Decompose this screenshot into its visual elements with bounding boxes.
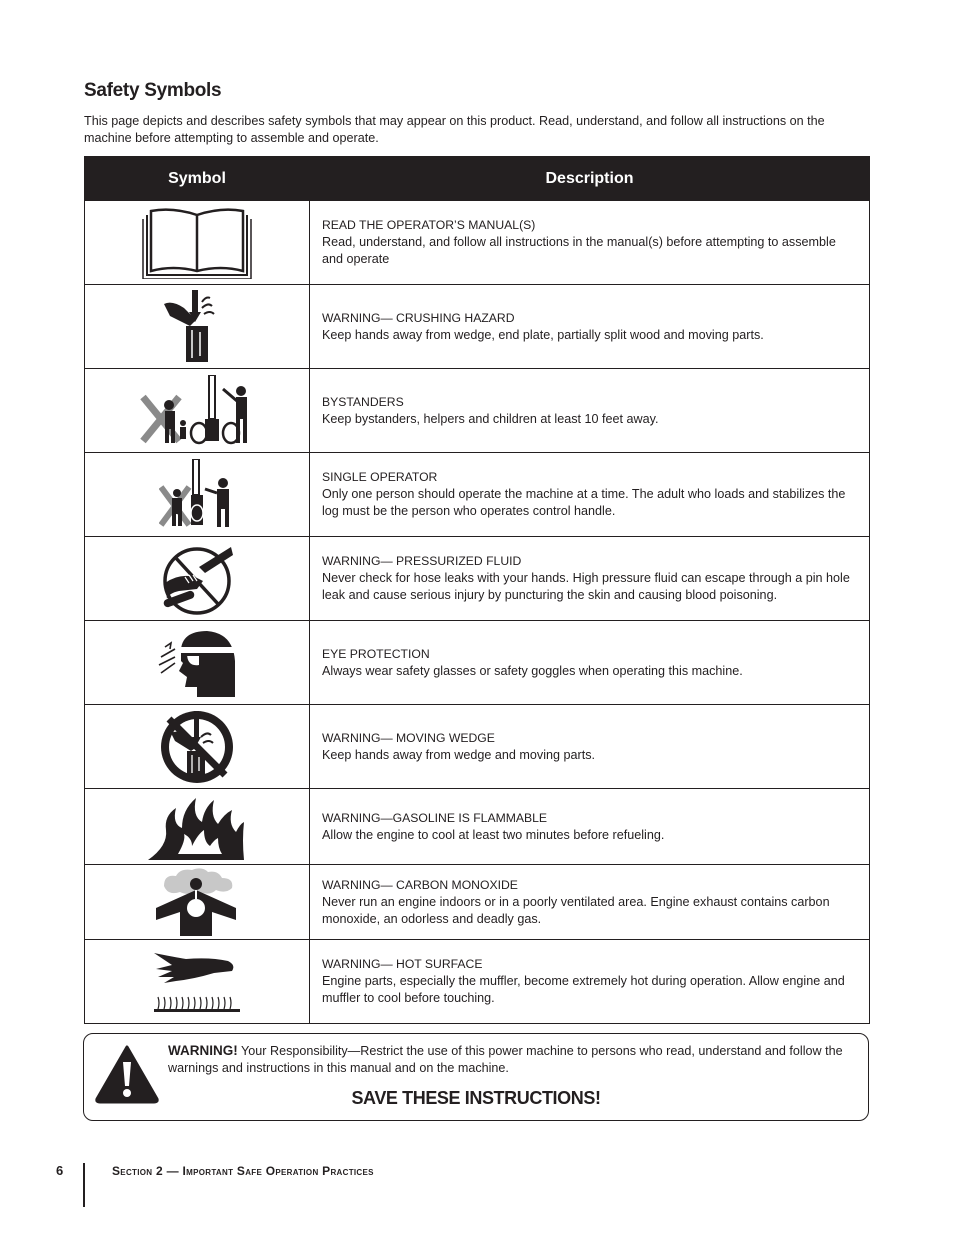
- warning-body: Your Responsibility—Restrict the use of this power machine to persons who read, understand and follow the warnings and instructions in this manual and on the machine.: [168, 1044, 843, 1075]
- carbon-monoxide-icon: [156, 868, 238, 936]
- symbol-cell: [85, 940, 310, 1024]
- table-row: [85, 537, 870, 621]
- description-cell: [310, 453, 870, 537]
- table-row: [85, 705, 870, 789]
- table-row: [85, 621, 870, 705]
- table-row: [85, 369, 870, 453]
- save-instructions-heading: SAVE THESE INSTRUCTIONS!: [351, 1088, 601, 1108]
- symbol-cell: [85, 705, 310, 789]
- description-cell: [310, 705, 870, 789]
- description-cell: [310, 537, 870, 621]
- safety-symbols-table: [84, 156, 870, 1024]
- intro-paragraph: This page depicts and describes safety symbols that may appear on this product. Read, understand, and follow all instructions on the machine before attempting to assemble and operate.: [84, 114, 825, 145]
- single-operator-icon: [159, 459, 235, 531]
- description-cell: [310, 865, 870, 940]
- symbol-title: BYSTANDERS: [322, 394, 404, 409]
- symbol-cell: [85, 201, 310, 285]
- symbol-cell: [85, 453, 310, 537]
- operators-manual-icon: [141, 207, 253, 279]
- warning-box: [83, 1033, 869, 1121]
- crushing-hazard-icon: [162, 290, 232, 364]
- symbol-description: Engine parts, especially the muffler, become extremely hot during operation. Allow engine and muffler to cool before touching.: [322, 974, 845, 1005]
- symbol-cell: [85, 865, 310, 940]
- symbol-description: Never check for hose leaks with your hands. High pressure fluid can escape through a pin hole leak and cause serious injury by puncturing the skin and causing blood poisoning.: [322, 571, 850, 602]
- symbol-description: Always wear safety glasses or safety goggles when operating this machine.: [322, 663, 743, 678]
- symbol-description: Allow the engine to cool at least two minutes before refueling.: [322, 827, 665, 842]
- symbol-cell: [85, 621, 310, 705]
- eye-protection-icon: [157, 627, 237, 699]
- symbol-description: Never run an engine indoors or in a poorly ventilated area. Engine exhaust contains carbon monoxide, an odorless and deadly gas.: [322, 894, 830, 926]
- moving-wedge-icon: [157, 707, 237, 787]
- symbol-title: EYE PROTECTION: [322, 646, 430, 661]
- symbol-description: Keep hands away from wedge and moving parts.: [322, 747, 596, 762]
- description-cell: [310, 201, 870, 285]
- symbol-description: Only one person should operate the machine at a time. The adult who loads and stabilizes the log must be the person who operates control handle.: [322, 487, 846, 518]
- symbol-title: WARNING— MOVING WEDGE: [322, 730, 495, 745]
- warning-text: [168, 1042, 848, 1077]
- symbol-title: READ THE OPERATOR’S MANUAL(S): [322, 218, 536, 232]
- symbol-title: WARNING— HOT SURFACE: [322, 957, 483, 971]
- symbol-description: Read, understand, and follow all instructions in the manual(s) before attempting to assemble and operate: [322, 235, 836, 266]
- pressurized-fluid-icon: [159, 543, 235, 615]
- header-symbol: Symbol: [85, 157, 310, 201]
- symbol-cell: [85, 285, 310, 369]
- symbol-title: WARNING— PRESSURIZED FLUID: [322, 554, 522, 568]
- symbol-cell: [85, 789, 310, 865]
- warning-label: WARNING!: [168, 1043, 238, 1058]
- bystanders-icon: [139, 375, 255, 447]
- header-description: Description: [310, 157, 870, 201]
- symbol-title: SINGLE OPERATOR: [322, 470, 438, 484]
- table-row: [85, 940, 870, 1024]
- footer-divider: [83, 1163, 85, 1207]
- table-header-row: [85, 157, 870, 201]
- description-cell: [310, 940, 870, 1024]
- description-cell: [310, 285, 870, 369]
- table-row: [85, 453, 870, 537]
- symbol-description: Keep hands away from wedge, end plate, partially split wood and moving parts.: [322, 327, 764, 342]
- symbol-cell: [85, 537, 310, 621]
- symbol-description: Keep bystanders, helpers and children at least 10 feet away.: [322, 411, 659, 426]
- flammable-fire-icon: [148, 794, 246, 860]
- table-row: [85, 789, 870, 865]
- description-cell: [310, 369, 870, 453]
- table-row: [85, 865, 870, 940]
- page-number: 6: [56, 1163, 64, 1178]
- table-row: [85, 285, 870, 369]
- hot-surface-icon: [154, 951, 240, 1013]
- symbol-cell: [85, 369, 310, 453]
- footer-section-title: Section 2 — Important Safe Operation Practices: [112, 1164, 374, 1178]
- symbol-title: WARNING— CARBON MONOXIDE: [322, 877, 518, 892]
- description-cell: [310, 621, 870, 705]
- symbol-title: WARNING— CRUSHING HAZARD: [322, 310, 515, 325]
- description-cell: [310, 789, 870, 865]
- page-title: Safety Symbols: [84, 80, 222, 101]
- table-row: [85, 201, 870, 285]
- symbol-title: WARNING—GASOLINE IS FLAMMABLE: [322, 810, 548, 825]
